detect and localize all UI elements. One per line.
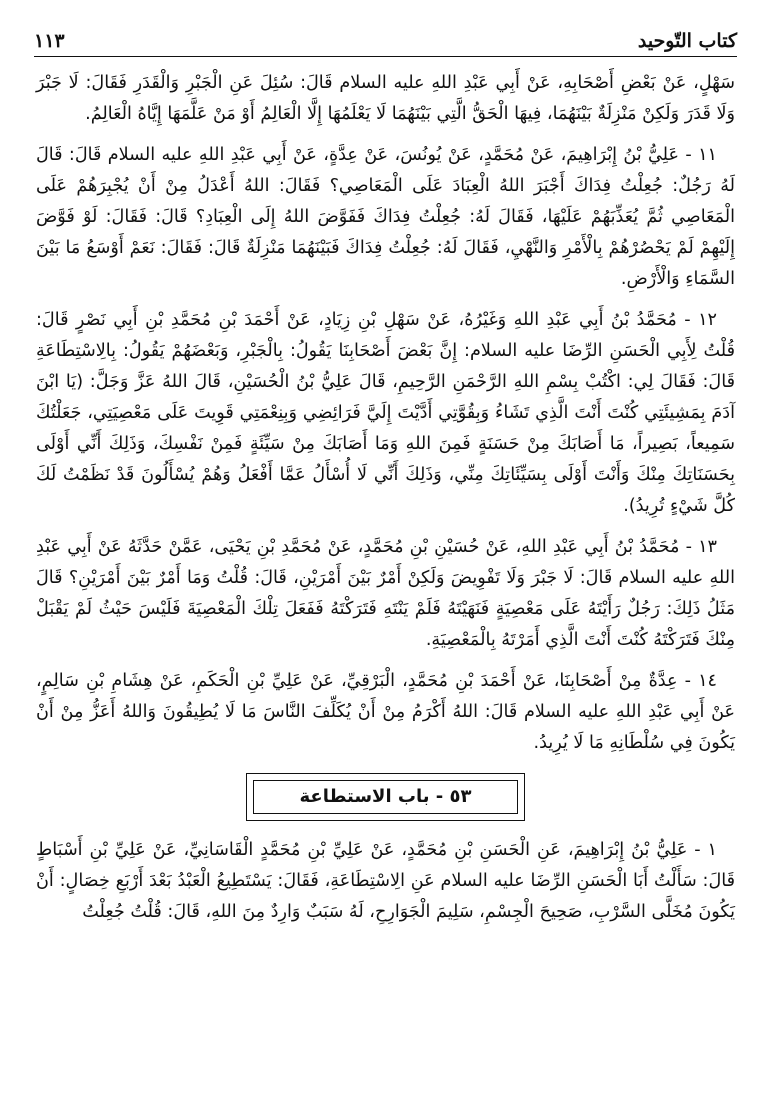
hadith-14: ١٤ - عِدَّةٌ مِنْ أَصْحَابِنَا، عَنْ أَحْمَدَ بْنِ مُحَمَّدٍ، الْبَرْقِيِّ، عَنْ عَلِيِّ بْنِ الْحَكَمِ، عَنْ هِشَامِ بْنِ سَالِمٍ، عَنْ أَبِي عَبْدِ اللهِ عليه السلام قَالَ: اللهُ أَكْرَمُ مِنْ أَنْ يُكَلِّفَ النَّاسَ مَا لَا يُطِيقُونَ وَاللهُ أَعَزُّ مِنْ أَنْ يَكُونَ فِي سُلْطَانِهِ مَا لَا يُرِيدُ. — [36, 671, 735, 753]
hadith-11: ١١ - عَلِيُّ بْنُ إِبْرَاهِيمَ، عَنْ مُحَمَّدٍ، عَنْ يُونُسَ، عَنْ عِدَّةٍ، عَنْ أَبِي عَبْدِ اللهِ عليه السلام قَالَ: قَالَ لَهُ رَجُلٌ: جُعِلْتُ فِدَاكَ أَجْبَرَ اللهُ الْعِبَادَ عَلَى الْمَعَاصِي؟ فَقَالَ: اللهُ أَعْدَلُ مِنْ أَنْ يُجْبِرَهُمْ عَلَى الْمَعَاصِي ثُمَّ يُعَذِّبَهُمْ عَلَيْهَا، فَقَالَ لَهُ: جُعِلْتُ فِدَاكَ فَفَوَّضَ اللهُ إِلَى الْعِبَادِ؟ قَالَ: فَقَالَ: لَوْ فَوَّضَ إِلَيْهِمْ لَمْ يَحْصُرْهُمْ بِالْأَمْرِ وَالنَّهْيِ، فَقَالَ لَهُ: جُعِلْتُ فِدَاكَ فَبَيْنَهُمَا مَنْزِلَةٌ قَالَ: فَقَالَ: نَعَمْ أَوْسَعُ مَا بَيْنَ السَّمَاءِ وَالْأَرْضِ. — [36, 145, 735, 289]
page-body — [36, 68, 735, 938]
paragraph-continued: سَهْلٍ، عَنْ بَعْضِ أَصْحَابِهِ، عَنْ أَبِي عَبْدِ اللهِ عليه السلام قَالَ: سُئِلَ عَنِ الْجَبْرِ وَالْقَدَرِ فَقَالَ: لَا جَبْرَ وَلَا قَدَرَ وَلَكِنْ مَنْزِلَةٌ بَيْنَهُمَا، فِيهَا الْحَقُّ الَّتِي بَيْنَهُمَا لَا يَعْلَمُهَا إِلَّا الْعَالِمُ أَوْ مَنْ عَلَّمَهَا إِيَّاهُ الْعَالِمُ. — [36, 73, 735, 124]
hadith-13: ١٣ - مُحَمَّدُ بْنُ أَبِي عَبْدِ اللهِ، عَنْ حُسَيْنِ بْنِ مُحَمَّدٍ، عَنْ مُحَمَّدِ بْنِ يَحْيَى، عَمَّنْ حَدَّثَهُ عَنْ أَبِي عَبْدِ اللهِ عليه السلام قَالَ: لَا جَبْرَ وَلَا تَفْوِيضَ وَلَكِنْ أَمْرٌ بَيْنَ أَمْرَيْنِ، قَالَ: قُلْتُ وَمَا أَمْرٌ بَيْنَ أَمْرَيْنِ؟ قَالَ مَثَلُ ذَلِكَ: رَجُلٌ رَأَيْتَهُ عَلَى مَعْصِيَةٍ فَنَهَيْتَهُ فَلَمْ يَنْتَهِ فَتَرَكْتَهُ فَفَعَلَ تِلْكَ الْمَعْصِيَةَ فَلَيْسَ حَيْثُ لَمْ يَقْبَلْ مِنْكَ فَتَرَكْتَهُ كُنْتَ أَنْتَ الَّذِي أَمَرْتَهُ بِالْمَعْصِيَةِ. — [36, 537, 735, 650]
running-title: كتاب التّوحيد — [637, 30, 737, 52]
chapter-hadith-1: ١ - عَلِيُّ بْنُ إِبْرَاهِيمَ، عَنِ الْحَسَنِ بْنِ مُحَمَّدٍ، عَنْ عَلِيِّ بْنِ مُحَمَّدٍ الْقَاسَانِيِّ، عَنْ عَلِيِّ بْنِ أَسْبَاطٍ قَالَ: سَأَلْتُ أَبَا الْحَسَنِ الرِّضَا عليه السلام عَنِ الِاسْتِطَاعَةِ، فَقَالَ: يَسْتَطِيعُ الْعَبْدُ بَعْدَ أَرْبَعِ خِصَالٍ: أَنْ يَكُونَ مُخَلَّى السَّرْبِ، صَحِيحَ الْجِسْمِ، سَلِيمَ الْجَوَارِحِ، لَهُ سَبَبٌ وَارِدٌ مِنَ اللهِ، قَالَ: قُلْتُ جُعِلْتُ — [36, 840, 735, 922]
chapter-heading-box — [246, 773, 525, 821]
chapter-heading: ٥٣ - باب الاستطاعة — [253, 780, 518, 814]
page-header — [34, 18, 737, 52]
page-number: ١١٣ — [34, 30, 65, 52]
hadith-12: ١٢ - مُحَمَّدُ بْنُ أَبِي عَبْدِ اللهِ وَغَيْرُهُ، عَنْ سَهْلِ بْنِ زِيَادٍ، عَنْ أَحْمَدَ بْنِ مُحَمَّدِ بْنِ أَبِي نَصْرٍ قَالَ: قُلْتُ لِأَبِي الْحَسَنِ الرِّضَا عليه السلام: إِنَّ بَعْضَ أَصْحَابِنَا يَقُولُ: بِالْجَبْرِ، وَبَعْضَهُمْ يَقُولُ: بِالِاسْتِطَاعَةِ قَالَ: فَقَالَ لِي: اكْتُبْ بِسْمِ اللهِ الرَّحْمَنِ الرَّحِيمِ، قَالَ عَلِيُّ بْنُ الْحُسَيْنِ، قَالَ اللهُ عَزَّ وَجَلَّ: (يَا ابْنَ آدَمَ بِمَشِيئَتِي كُنْتَ أَنْتَ الَّذِي تَشَاءُ وَبِقُوَّتِي أَدَّيْتَ إِلَيَّ فَرَائِضِي وَبِنِعْمَتِي قَوِيتَ عَلَى مَعْصِيَتِي، جَعَلْتُكَ سَمِيعاً، بَصِيراً، مَا أَصَابَكَ مِنْ حَسَنَةٍ فَمِنَ اللهِ وَمَا أَصَابَكَ مِنْ سَيِّئَةٍ فَمِنْ نَفْسِكَ، وَذَلِكَ أَنِّي أَوْلَى بِحَسَنَاتِكَ مِنْكَ وَأَنْتَ أَوْلَى بِسَيِّئَاتِكَ مِنِّي، وَذَلِكَ أَنِّي لَا أُسْأَلُ عَمَّا أَفْعَلُ وَهُمْ يُسْأَلُونَ قَدْ نَظَمْتُ لَكَ كُلَّ شَيْءٍ تُرِيدُ). — [36, 310, 735, 516]
header-rule — [34, 56, 737, 57]
